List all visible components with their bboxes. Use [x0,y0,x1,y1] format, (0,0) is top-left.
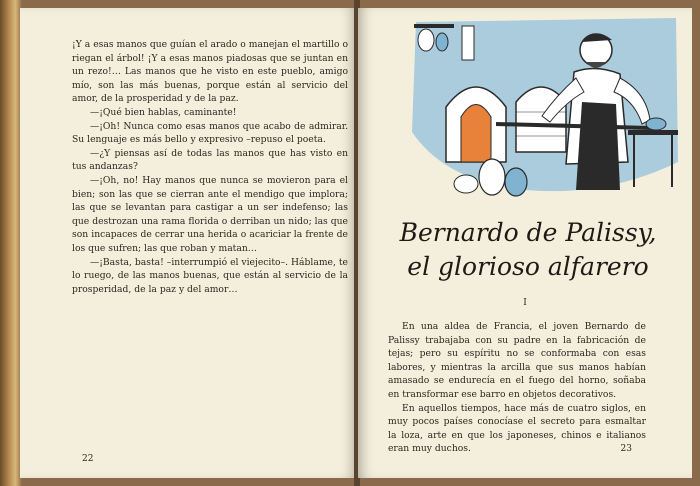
title-line-1: Bernardo de Palissy, [399,218,657,247]
chapter-title [388,216,668,284]
left-page [20,8,356,478]
paragraph: —¡Qué bien hablas, caminante! [90,106,237,118]
paragraph: ¡Y a esas manos que guían el arado o manejan el martillo o riegan el árbol! ¡Y a esas manos piadosas que se juntan en un rezo!… Las manos que he visto en este pueblo, amigo mío, son las más buenas, porque están al servicio del amor, de la prosperidad y de la paz. [72,39,348,105]
paragraph: —¡Oh! Nunca como esas manos que acabo de admirar. Su lenguaje es más bello y expresivo –repuso el poeta. [72,120,348,146]
chapter-number: I [523,298,527,308]
title-line-2: el glorioso alfarero [407,252,649,281]
paragraph: En aquellos tiempos, hace más de cuatro siglos, en muy pocos países conocíase el secreto para esmaltar la loza, arte en que los japoneses, chinos e italianos eran muy duchos. [388,402,646,455]
right-page-text [388,320,646,456]
paragraph: —¿Y piensas así de todas las manos que has visto en tus andanzas? [72,147,348,173]
right-page [358,8,692,478]
paragraph: —¡Oh, no! Hay manos que nunca se movieron para el bien; son las que se cierran ante el mendigo que implora; las que se levantan para castigar a un ser indefenso; las que destrozan una rama florida o derriban un nido; las que son incapaces de cerrar una herida o acariciar la frente de los que sufren; las que roban y matan… [72,174,348,254]
page-number-right: 23 [620,444,632,454]
page-number-left: 22 [82,454,94,464]
paragraph: En una aldea de Francia, el joven Bernardo de Palissy trabajaba con su padre en la fabricación de tejas; pero su espíritu no se conformaba con esas labores, y mientras la arcilla que sus manos habían amasado se endurecía en el fuego del horno, soñaba en transformar ese barro en objetos decorativos. [388,321,646,400]
potter-illustration [406,12,682,202]
book-edge [0,0,22,486]
paragraph: —¡Basta, basta! –interrumpió el viejecito–. Háblame, te lo ruego, de las manos buenas, que están al servicio de la prosperidad, de la paz y del amor… [72,256,348,295]
left-page-text [72,38,348,296]
